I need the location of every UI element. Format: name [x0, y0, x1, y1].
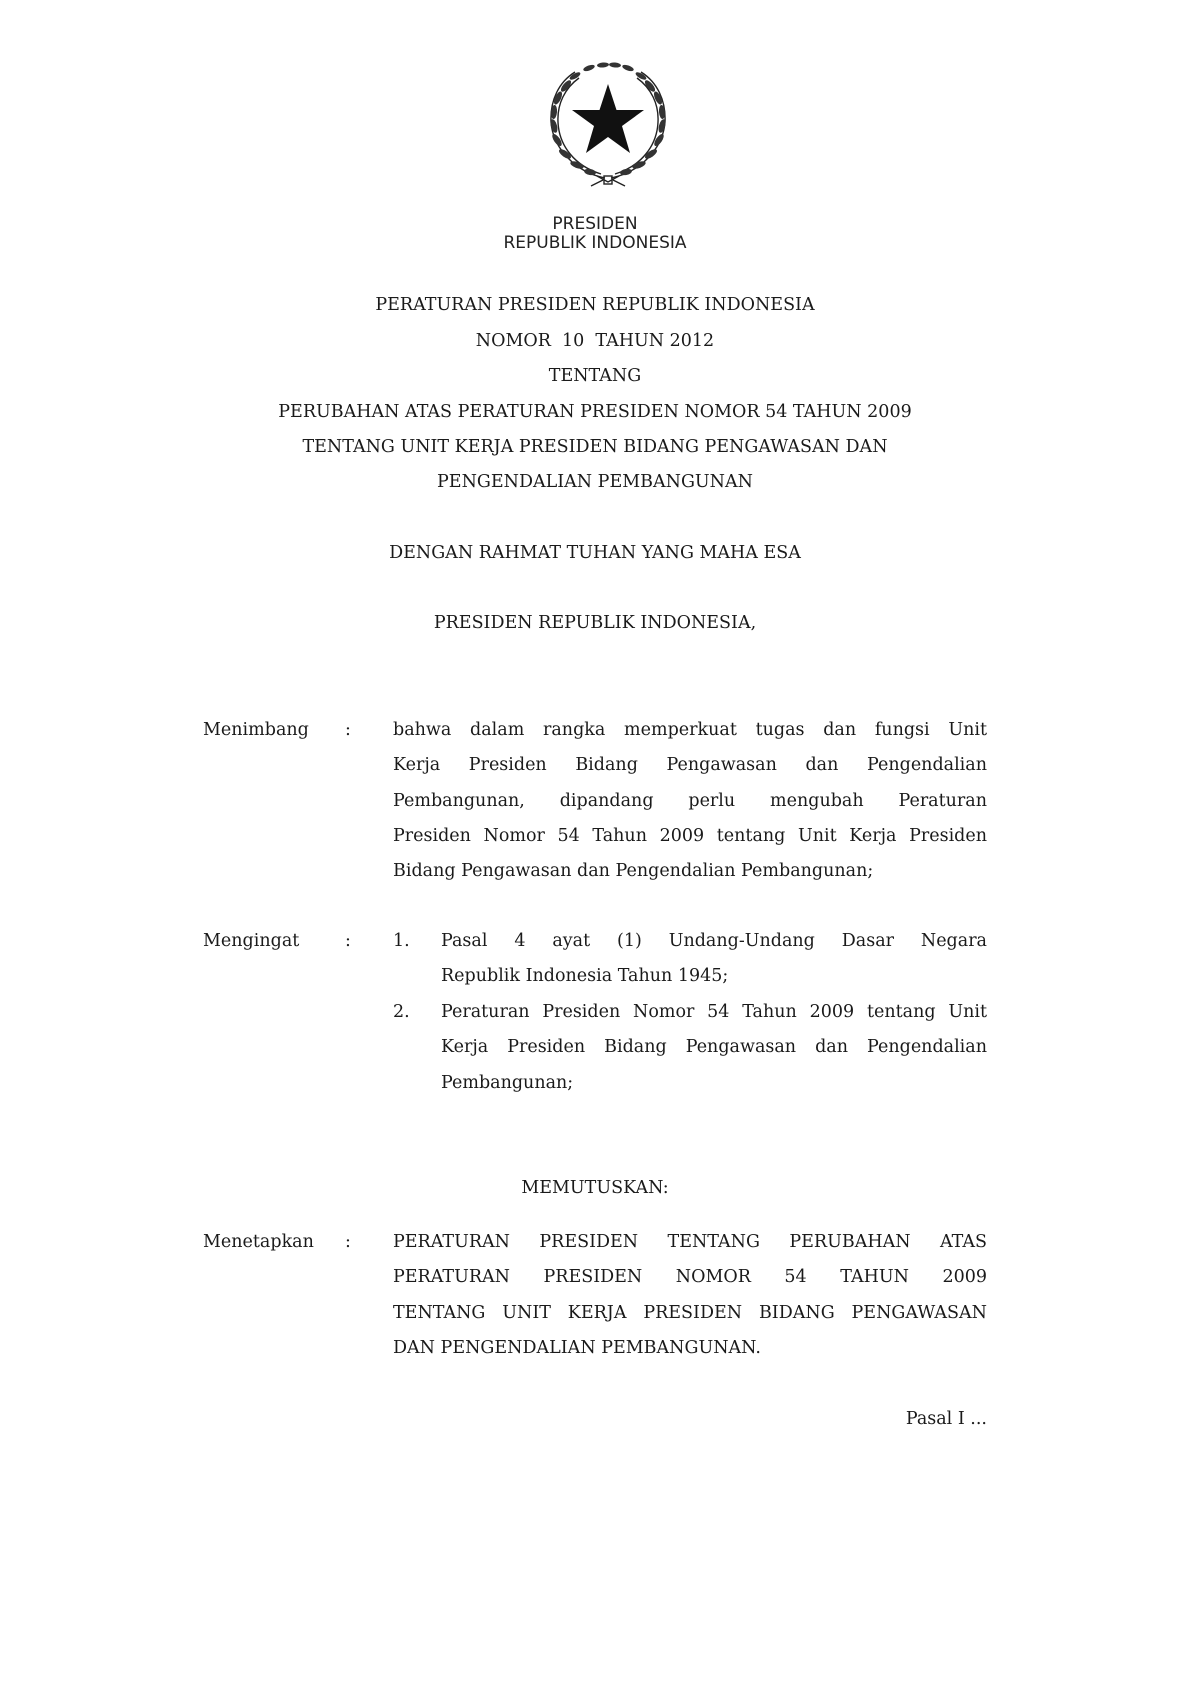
mengingat-item-number: 2.	[393, 1002, 410, 1022]
invocation: DENGAN RAHMAT TUHAN YANG MAHA ESA	[389, 543, 801, 563]
letterhead-line1: PRESIDEN	[552, 214, 638, 234]
menimbang-line: Presiden Nomor 54 Tahun 2009 tentang Unit Kerja Presiden	[393, 825, 987, 846]
mengingat-item-number: 1.	[393, 931, 410, 951]
menimbang-line: Bidang Pengawasan dan Pengendalian Pembangunan;	[393, 861, 874, 882]
menimbang-colon: :	[345, 720, 351, 740]
mengingat-line: Republik Indonesia Tahun 1945;	[441, 966, 729, 987]
mengingat-line: Pembangunan;	[441, 1072, 574, 1093]
menetapkan-text	[393, 1225, 987, 1366]
mengingat-colon: :	[345, 931, 351, 951]
title-line-tentang: TENTANG	[548, 366, 642, 386]
menetapkan-colon: :	[345, 1232, 351, 1252]
menimbang-label: Menimbang	[203, 720, 309, 740]
menetapkan-line: TENTANG UNIT KERJA PRESIDEN BIDANG PENGAWASAN	[393, 1302, 987, 1323]
title-line-1: PERATURAN PRESIDEN REPUBLIK INDONESIA	[375, 295, 815, 315]
menimbang-text	[393, 713, 987, 889]
menimbang-line: bahwa dalam rangka memperkuat tugas dan fungsi Unit	[393, 720, 987, 740]
title-line-subject-3: PENGENDALIAN PEMBANGUNAN	[437, 472, 753, 492]
mengingat-item-text	[441, 924, 987, 995]
mengingat-line: Peraturan Presiden Nomor 54 Tahun 2009 tentang Unit	[441, 1002, 987, 1022]
menetapkan-label: Menetapkan	[203, 1232, 314, 1252]
menetapkan-line: PERATURAN PRESIDEN TENTANG PERUBAHAN ATAS	[393, 1232, 987, 1252]
menimbang-line: Kerja Presiden Bidang Pengawasan dan Pengendalian	[393, 755, 987, 776]
menetapkan-line: PERATURAN PRESIDEN NOMOR 54 TAHUN 2009	[393, 1267, 987, 1288]
mengingat-label: Mengingat	[203, 931, 300, 951]
letterhead-line2: REPUBLIK INDONESIA	[503, 233, 687, 253]
menimbang-line: Pembangunan, dipandang perlu mengubah Peraturan	[393, 790, 987, 811]
mengingat-line: Pasal 4 ayat (1) Undang-Undang Dasar Negara	[441, 931, 987, 951]
title-line-subject-2: TENTANG UNIT KERJA PRESIDEN BIDANG PENGAWASAN DAN	[302, 437, 888, 457]
title-line-number: NOMOR 10 TAHUN 2012	[475, 331, 715, 351]
memutuskan-heading: MEMUTUSKAN:	[521, 1178, 669, 1198]
title-line-subject-1: PERUBAHAN ATAS PERATURAN PRESIDEN NOMOR 54 TAHUN 2009	[278, 402, 912, 422]
mengingat-item-text	[441, 995, 987, 1101]
menetapkan-line: DAN PENGENDALIAN PEMBANGUNAN.	[393, 1337, 761, 1358]
mengingat-line: Kerja Presiden Bidang Pengawasan dan Pengendalian	[441, 1037, 987, 1058]
continuation-marker: Pasal I ...	[905, 1409, 987, 1429]
garuda-star-emblem-icon	[545, 60, 671, 190]
authority: PRESIDEN REPUBLIK INDONESIA,	[433, 613, 757, 633]
